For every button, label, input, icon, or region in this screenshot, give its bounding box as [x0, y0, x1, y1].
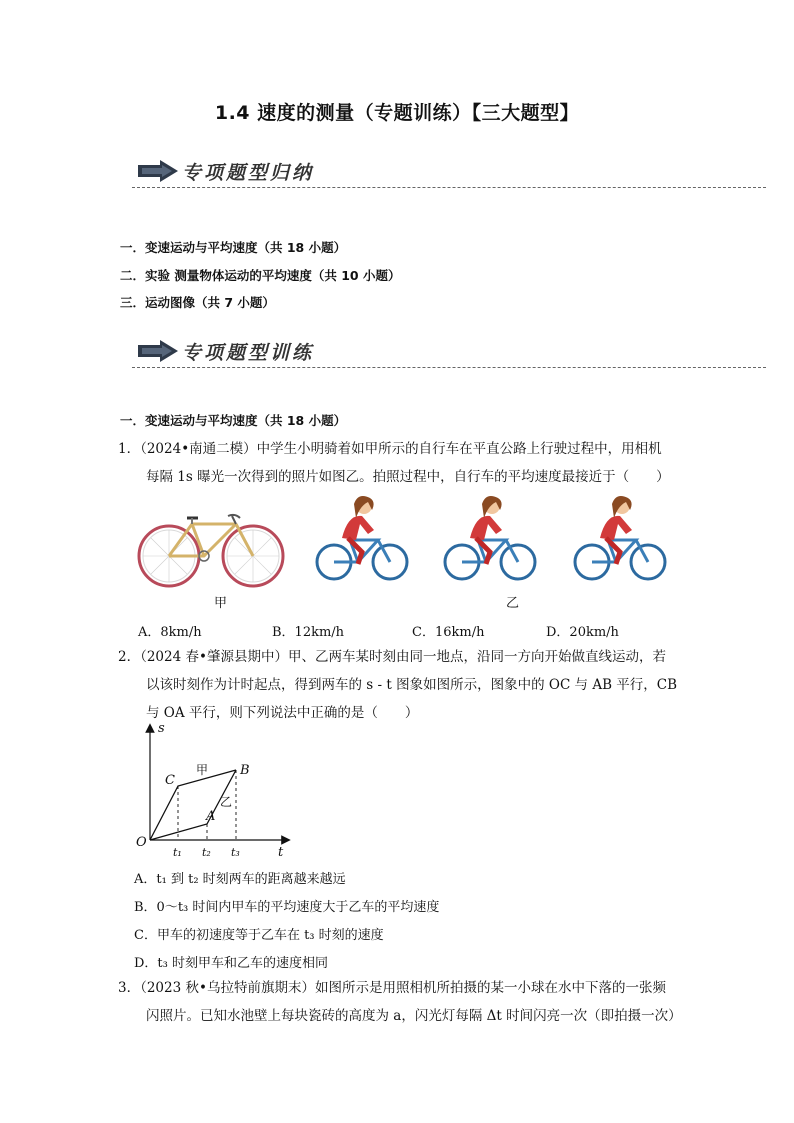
option-b: B．12km/h: [272, 625, 345, 640]
section-banner-summary: [132, 156, 766, 190]
option-d: D．t₃ 时刻甲车和乙车的速度相同: [134, 956, 328, 971]
rider-figure-3: [570, 492, 670, 584]
arrow-right-icon: [138, 340, 178, 362]
question-2: [118, 643, 698, 727]
label-a: A: [206, 809, 216, 824]
label-jia: 甲: [196, 763, 209, 777]
section-heading: 一．变速运动与平均速度（共 18 小题）: [120, 413, 347, 428]
question-1: [118, 435, 698, 491]
label-t: t: [278, 845, 284, 860]
question-1-line-1: 1．（2024•南通二模）中学生小明骑着如甲所示的自行车在平直公路上行驶过程中，用相机: [118, 441, 662, 457]
arrow-right-icon: [138, 160, 178, 182]
option-a: A．t₁ 到 t₂ 时刻两车的距离越来越远: [134, 872, 346, 887]
label-yi: 乙: [220, 795, 233, 809]
label-c: C: [165, 773, 175, 788]
question-2-line-2: 以该时刻作为计时起点，得到两车的 s - t 图象如图所示，图象中的 OC 与 AB 平行，CB: [146, 677, 678, 693]
label-o: O: [136, 835, 147, 850]
label-t2: t₂: [202, 846, 211, 859]
rider-figure-1: [312, 492, 412, 584]
banner-title: 专项题型训练: [182, 342, 315, 364]
label-b: B: [240, 763, 250, 778]
option-c: C．甲车的初速度等于乙车在 t₃ 时刻的速度: [134, 928, 384, 943]
option-a: A．8km/h: [138, 625, 202, 640]
label-s: s: [158, 722, 165, 736]
bicycle-figure: [136, 510, 286, 590]
option-d: D．20km/h: [546, 625, 619, 640]
toc-item-2: 二．实验 测量物体运动的平均速度（共 10 小题）: [120, 268, 401, 283]
question-3: [118, 974, 698, 1030]
figure-caption-jia: 甲: [214, 596, 228, 611]
banner-divider: [132, 187, 766, 188]
page-title: 1.4 速度的测量（专题训练）【三大题型】: [214, 102, 580, 124]
label-t1: t₁: [173, 846, 182, 859]
question-2-line-3: 与 OA 平行，则下列说法中正确的是（ ）: [146, 705, 419, 721]
question-3-line-1: 3．（2023 秋•乌拉特前旗期末）如图所示是用照相机所拍摄的某一小球在水中下落的一张频: [118, 980, 666, 996]
banner-divider: [132, 367, 766, 368]
st-graph: [130, 722, 300, 860]
section-banner-training: [132, 336, 766, 370]
toc-item-3: 三．运动图像（共 7 小题）: [120, 295, 275, 310]
question-2-line-1: 2．（2024 春•肇源县期中）甲、乙两车某时刻由同一地点，沿同一方向开始做直线运动，若: [118, 649, 666, 665]
banner-title: 专项题型归纳: [182, 162, 315, 184]
question-3-line-2: 闪照片。已知水池壁上每块瓷砖的高度为 a，闪光灯每隔 Δt 时间闪亮一次（即拍摄一次）: [146, 1008, 682, 1024]
option-c: C．16km/h: [412, 625, 485, 640]
label-t3: t₃: [231, 846, 240, 859]
rider-figure-2: [440, 492, 540, 584]
toc-item-1: 一．变速运动与平均速度（共 18 小题）: [120, 240, 347, 255]
figure-caption-yi: 乙: [506, 596, 520, 611]
question-1-line-2: 每隔 1s 曝光一次得到的照片如图乙。拍照过程中，自行车的平均速度最接近于（ ）: [146, 469, 670, 485]
option-b: B．0～t₃ 时间内甲车的平均速度大于乙车的平均速度: [134, 900, 440, 915]
